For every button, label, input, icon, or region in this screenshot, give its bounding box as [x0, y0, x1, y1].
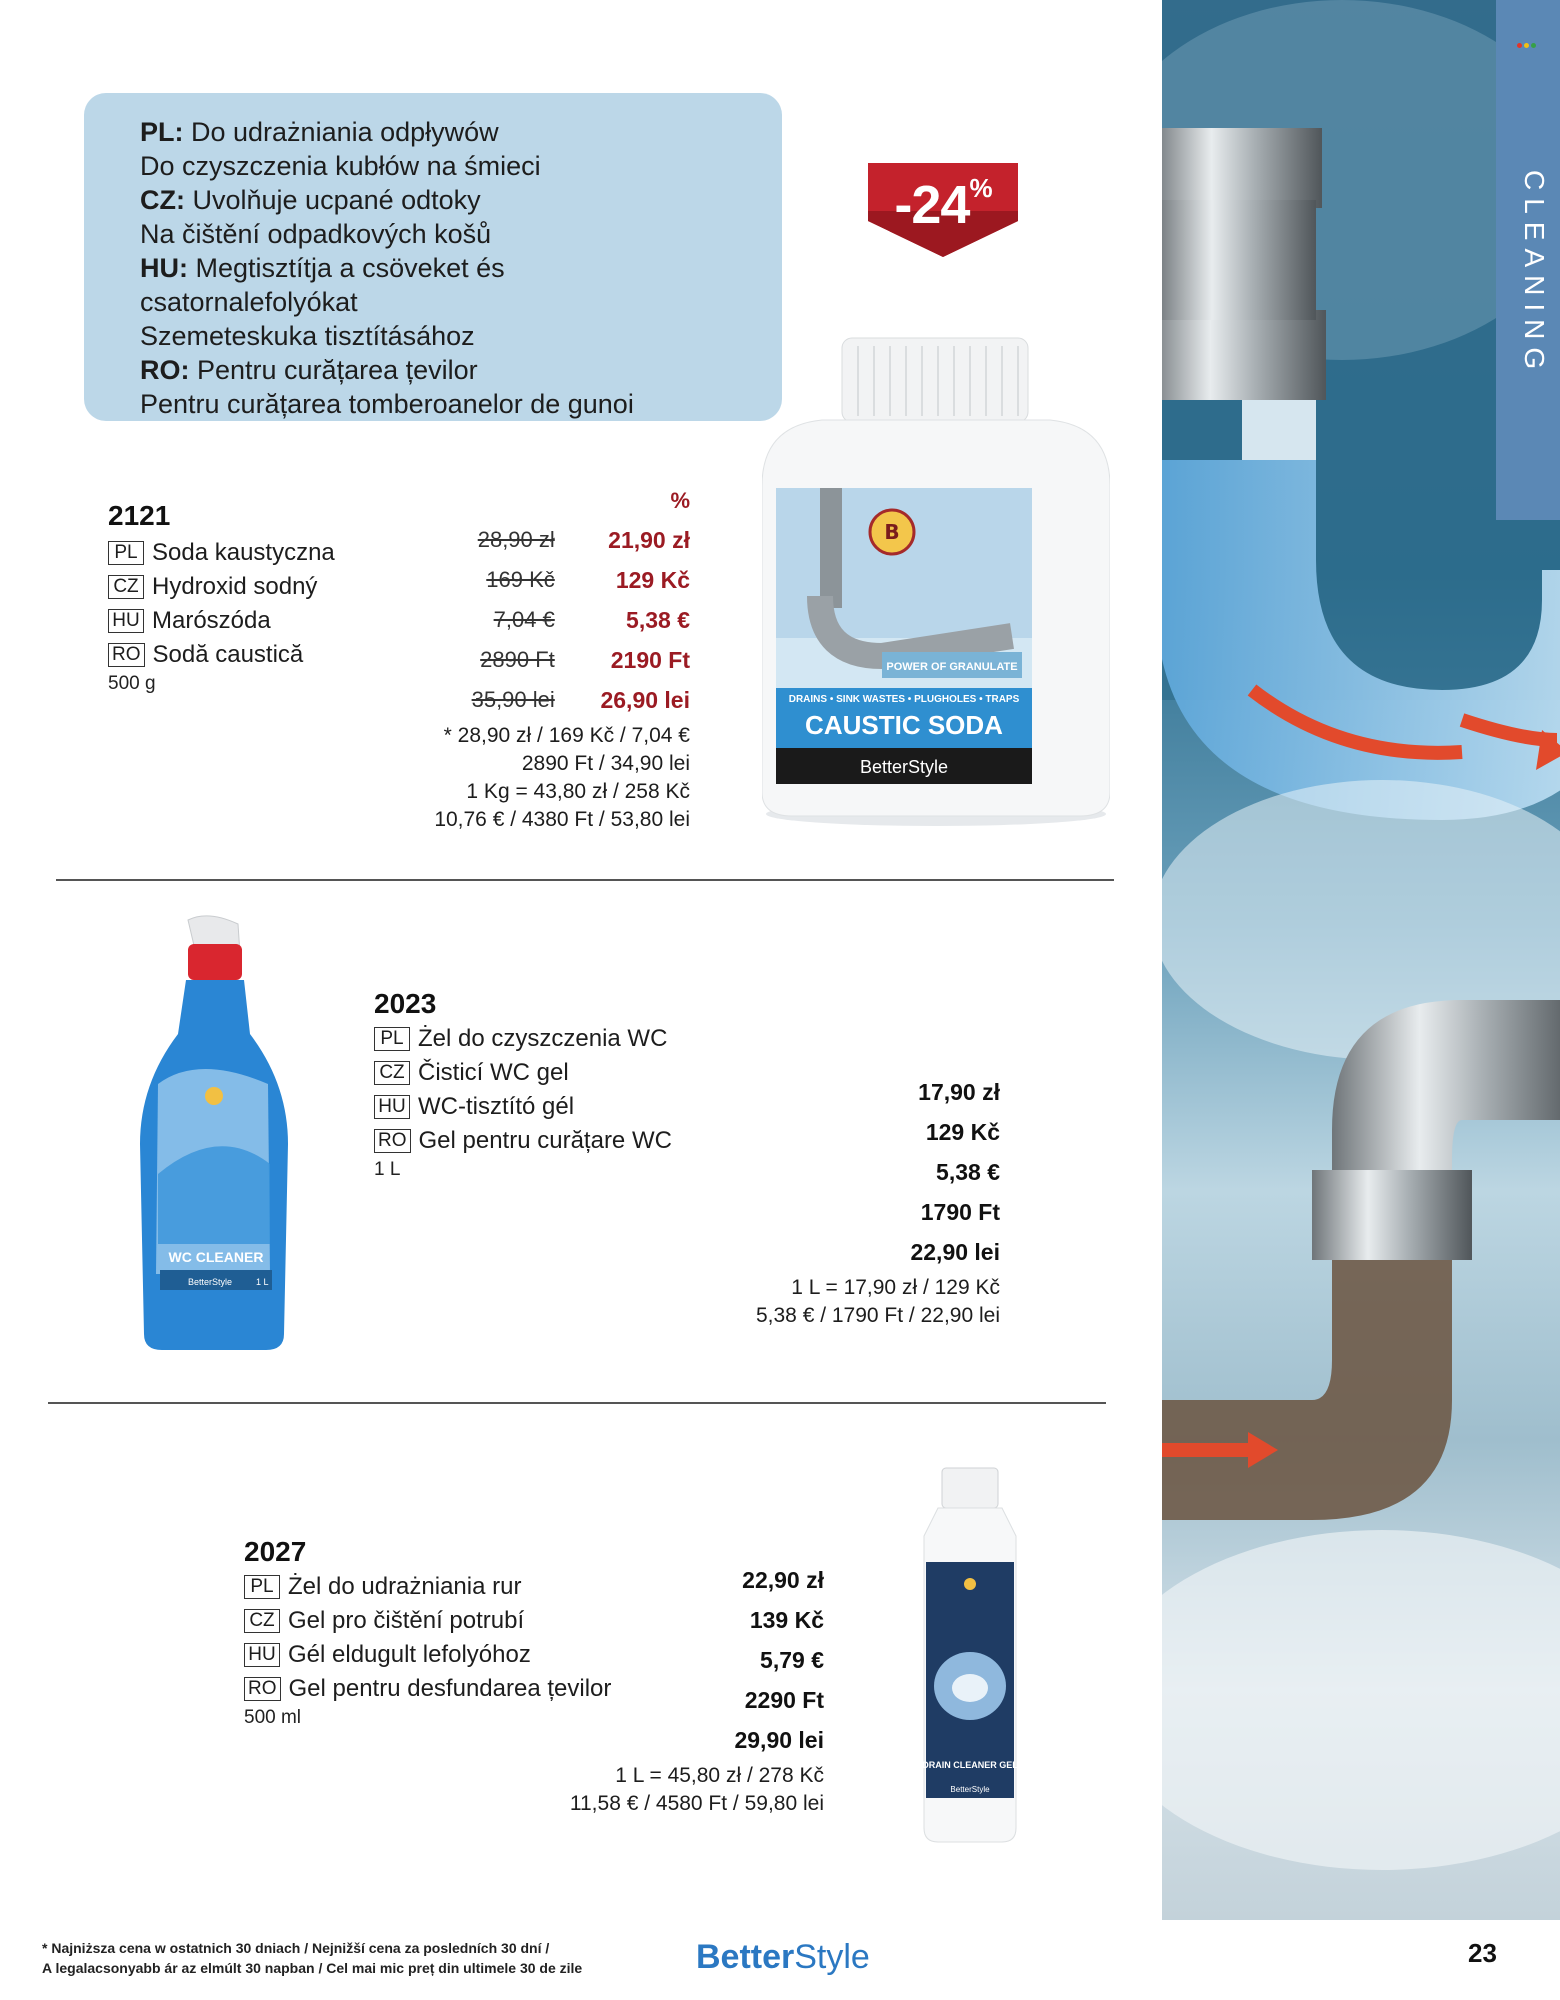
lang-row: CZ Hydroxid sodný — [108, 570, 335, 604]
lang-tag: PL — [244, 1575, 280, 1599]
caustic-soda-package — [762, 336, 1110, 826]
pack-logo: B — [884, 520, 900, 544]
lang-row: RO Sodă caustică — [108, 638, 335, 672]
lang-row: CZ Čisticí WC gel — [374, 1056, 672, 1090]
bottle-size: 1 L — [256, 1277, 269, 1287]
footnote: * Najniższa cena w ostatnich 30 dniach / Nejnižší cena za posledních 30 dní / A legalacsonyabb ár az elmúlt 30 napban / Cel mai mic preț din ultimele 30 de zile — [42, 1940, 583, 1976]
price-row: 5,79 € — [760, 1647, 824, 1673]
product-code-2023: 2023 — [374, 988, 437, 1019]
lang-tag: HU — [374, 1095, 410, 1119]
category-label: CLEANING — [1519, 170, 1550, 378]
discount-badge — [868, 163, 1018, 257]
drain-cleaner-bottle — [918, 1466, 1022, 1846]
price-row: 169 Kč 129 Kč — [486, 567, 690, 593]
price-row: 28,90 zł 21,90 zł — [477, 527, 690, 553]
price-row: 2290 Ft — [744, 1687, 824, 1713]
lang-tag: HU — [108, 609, 144, 633]
percent-label: % — [670, 488, 690, 513]
discount-unit: % — [969, 173, 992, 203]
lang-row: CZ Gel pro čištění potrubí — [244, 1604, 611, 1638]
lang-row: PL Żel do czyszczenia WC — [374, 1022, 672, 1056]
pack-brand: BetterStyle — [859, 757, 949, 777]
lang-tag: PL — [108, 541, 144, 565]
lang-row: HU Gél eldugult lefolyóhoz — [244, 1638, 611, 1672]
product-volume: 500 g — [108, 673, 156, 694]
lang-row: HU WC-tisztító gél — [374, 1090, 672, 1124]
bottle-label: DRAIN CLEANER GEL — [922, 1760, 1018, 1770]
pack-tag: POWER OF GRANULATE — [886, 661, 1018, 673]
info-line: Pentru curățarea tomberoanelor de gunoi — [140, 389, 634, 419]
info-line: Na čištění odpadkových košů — [140, 219, 492, 249]
price-row: 2890 Ft 2190 Ft — [480, 647, 690, 673]
product-code-2121: 2121 — [108, 500, 171, 531]
info-line: PL: Do udrażniania odpływów — [140, 117, 499, 147]
price-row: 22,90 lei — [910, 1239, 1000, 1265]
lang-tag: CZ — [108, 575, 144, 599]
lang-tag: RO — [244, 1677, 281, 1701]
info-line: RO: Pentru curățarea țevilor — [140, 355, 478, 385]
price-row: 7,04 € 5,38 € — [493, 607, 690, 633]
color-dots-icon — [1516, 40, 1537, 51]
product-names-2027 — [244, 1570, 611, 1730]
info-line: Do czyszczenia kubłów na śmieci — [140, 151, 541, 181]
product-volume: 1 L — [374, 1159, 401, 1180]
price-row: 17,90 zł — [918, 1079, 1000, 1105]
bottle-brand: BetterStyle — [950, 1785, 990, 1794]
product-volume: 500 ml — [244, 1707, 302, 1728]
lang-tag: RO — [108, 643, 145, 667]
price-row: 29,90 lei — [734, 1727, 824, 1753]
pack-uses: DRAINS • SINK WASTES • PLUGHOLES • TRAPS — [788, 694, 1020, 705]
discount-value: -24 — [894, 175, 970, 235]
product-code-2027: 2027 — [244, 1536, 307, 1567]
bottle-label: WC CLEANER — [168, 1249, 264, 1265]
price-list-2023 — [800, 1072, 1000, 1272]
lang-tag: HU — [244, 1643, 280, 1667]
lang-tag: CZ — [374, 1061, 410, 1085]
section-divider — [48, 1402, 1106, 1404]
lang-row: RO Gel pentru curățare WC — [374, 1124, 672, 1158]
lang-tag: PL — [374, 1027, 410, 1051]
unit-price-note-2121: * 28,90 zł / 169 Kč / 7,04 € 2890 Ft / 34,90 lei 1 Kg = 43,80 zł / 258 Kč 10,76 € / 4380 Ft / 53,80 lei — [434, 724, 690, 831]
brand-logo: BetterStyle — [696, 1938, 870, 1976]
usage-info-box — [84, 93, 782, 421]
pack-product-name: CAUSTIC SODA — [805, 710, 1003, 740]
section-divider — [56, 879, 1114, 881]
info-line: HU: Megtisztítja a csöveket és csatornalefolyókat — [140, 253, 505, 317]
lang-tag: RO — [374, 1129, 411, 1153]
price-row: 5,38 € — [936, 1159, 1000, 1185]
lang-tag: CZ — [244, 1609, 280, 1633]
lang-row: HU Marószóda — [108, 604, 335, 638]
product-names-2121 — [108, 536, 335, 696]
info-line: CZ: Uvolňuje ucpané odtoky — [140, 185, 481, 215]
price-row: 35,90 lei 26,90 lei — [471, 687, 690, 713]
bottle-brand: BetterStyle — [188, 1277, 233, 1287]
wc-cleaner-bottle — [138, 914, 288, 1354]
info-line: Szemeteskuka tisztításához — [140, 321, 475, 351]
lang-row: PL Soda kaustyczna — [108, 536, 335, 570]
unit-price-note-2023: 1 L = 17,90 zł / 129 Kč 5,38 € / 1790 Ft / 22,90 lei — [755, 1276, 1000, 1327]
price-list-2027 — [620, 1560, 824, 1760]
lang-row: RO Gel pentru desfundarea țevilor — [244, 1672, 611, 1706]
page-number: 23 — [1468, 1938, 1497, 1968]
product-names-2023 — [374, 1022, 672, 1182]
price-row: 1790 Ft — [920, 1199, 1000, 1225]
lang-row: PL Żel do udrażniania rur — [244, 1570, 611, 1604]
price-row: 22,90 zł — [742, 1567, 824, 1593]
price-list-2121 — [440, 482, 690, 720]
unit-price-note-2027: 1 L = 45,80 zł / 278 Kč 11,58 € / 4580 Ft / 59,80 lei — [569, 1764, 824, 1815]
price-row: 139 Kč — [749, 1607, 824, 1633]
price-row: 129 Kč — [925, 1119, 1000, 1145]
